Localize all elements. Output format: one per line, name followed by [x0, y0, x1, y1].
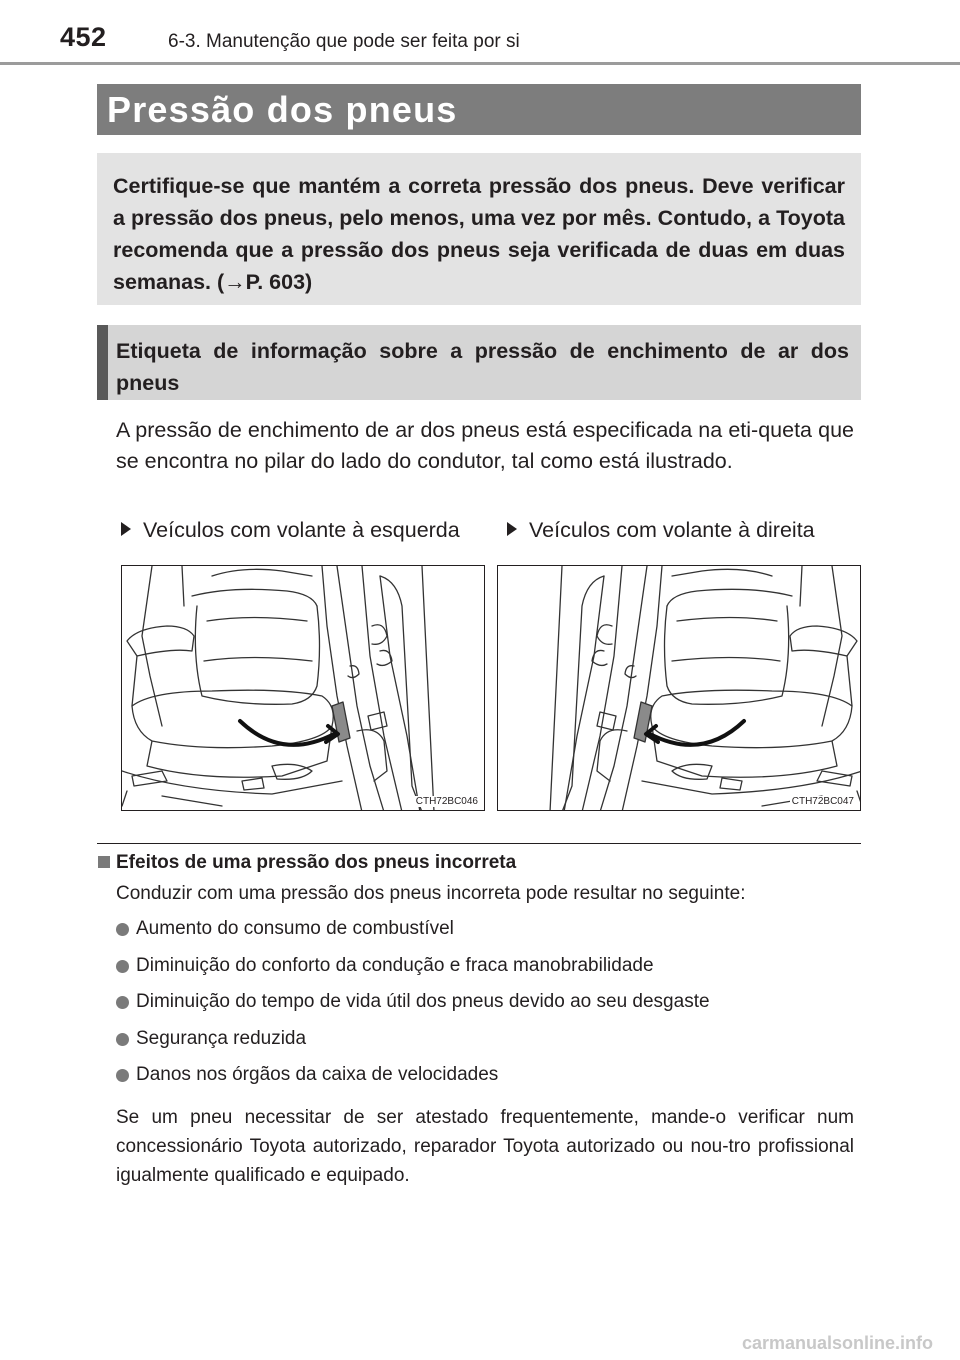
section-path: 6-3. Manutenção que pode ser feita por si — [168, 31, 520, 52]
list-item: Diminuição do tempo de vida útil dos pneus devido ao seu desgaste — [116, 991, 710, 1028]
seat-pillar-illustration-left — [122, 566, 485, 811]
figure-code-left: CTH72BC046 — [415, 796, 478, 807]
section-divider — [97, 843, 861, 844]
label-section-heading-box — [97, 325, 861, 400]
circle-bullet-icon — [116, 960, 129, 973]
page-header — [0, 0, 960, 66]
triangle-bullet-icon — [507, 522, 517, 536]
seat-pillar-illustration-right — [498, 566, 861, 811]
intro-box — [97, 153, 861, 305]
label-section-heading: Etiqueta de informação sobre a pressão de enchimento de ar dos pneus — [116, 339, 849, 395]
label-section-body: A pressão de enchimento de ar dos pneus está especificada na eti-queta que se encontra no pilar do lado do condutor, tal como está ilustrado. — [116, 418, 854, 473]
intro-text: Certifique-se que mantém a correta pressão dos pneus. Deve verificar a pressão dos pneus, pelo menos, uma vez por mês. Contudo, a Toyota recomenda que a pressão dos pneus seja verificada de duas em duas semanas. (→P. 603) — [113, 174, 845, 294]
figure-caption-left — [121, 518, 460, 543]
header-rule — [0, 62, 960, 65]
circle-bullet-icon — [116, 923, 129, 936]
list-item: Diminuição do conforto da condução e fraca manobrabilidade — [116, 955, 710, 992]
figure-code-right: CTH72BC047 — [791, 796, 854, 807]
page-number: 452 — [60, 22, 107, 52]
triangle-bullet-icon — [121, 522, 131, 536]
list-item: Danos nos órgãos da caixa de velocidades — [116, 1064, 710, 1101]
circle-bullet-icon — [116, 1033, 129, 1046]
title-bar — [97, 84, 861, 135]
list-item: Aumento do consumo de combustível — [116, 918, 710, 955]
list-item: Segurança reduzida — [116, 1028, 710, 1065]
square-bullet-icon — [98, 856, 110, 868]
figure-caption-right-text: Veículos com volante à direita — [529, 518, 815, 542]
effects-heading — [98, 852, 516, 874]
watermark: carmanualsonline.info — [742, 1333, 934, 1353]
circle-bullet-icon — [116, 996, 129, 1009]
effects-closing: Se um pneu necessitar de ser atestado frequentemente, mande-o verificar num concessionário Toyota autorizado, reparador Toyota autorizado ou nou-tro profissional igualmente qualificado e equipado. — [116, 1107, 854, 1186]
effects-heading-text: Efeitos de uma pressão dos pneus incorreta — [116, 852, 517, 873]
page-title: Pressão dos pneus — [107, 89, 458, 130]
circle-bullet-icon — [116, 1069, 129, 1082]
effects-intro: Conduzir com uma pressão dos pneus incorreta pode resultar no seguinte: — [116, 883, 746, 904]
figure-right-hand-drive — [497, 565, 861, 811]
figure-caption-left-text: Veículos com volante à esquerda — [143, 518, 460, 542]
effects-list — [116, 918, 710, 1101]
figure-left-hand-drive — [121, 565, 485, 811]
figure-caption-right — [507, 518, 815, 543]
